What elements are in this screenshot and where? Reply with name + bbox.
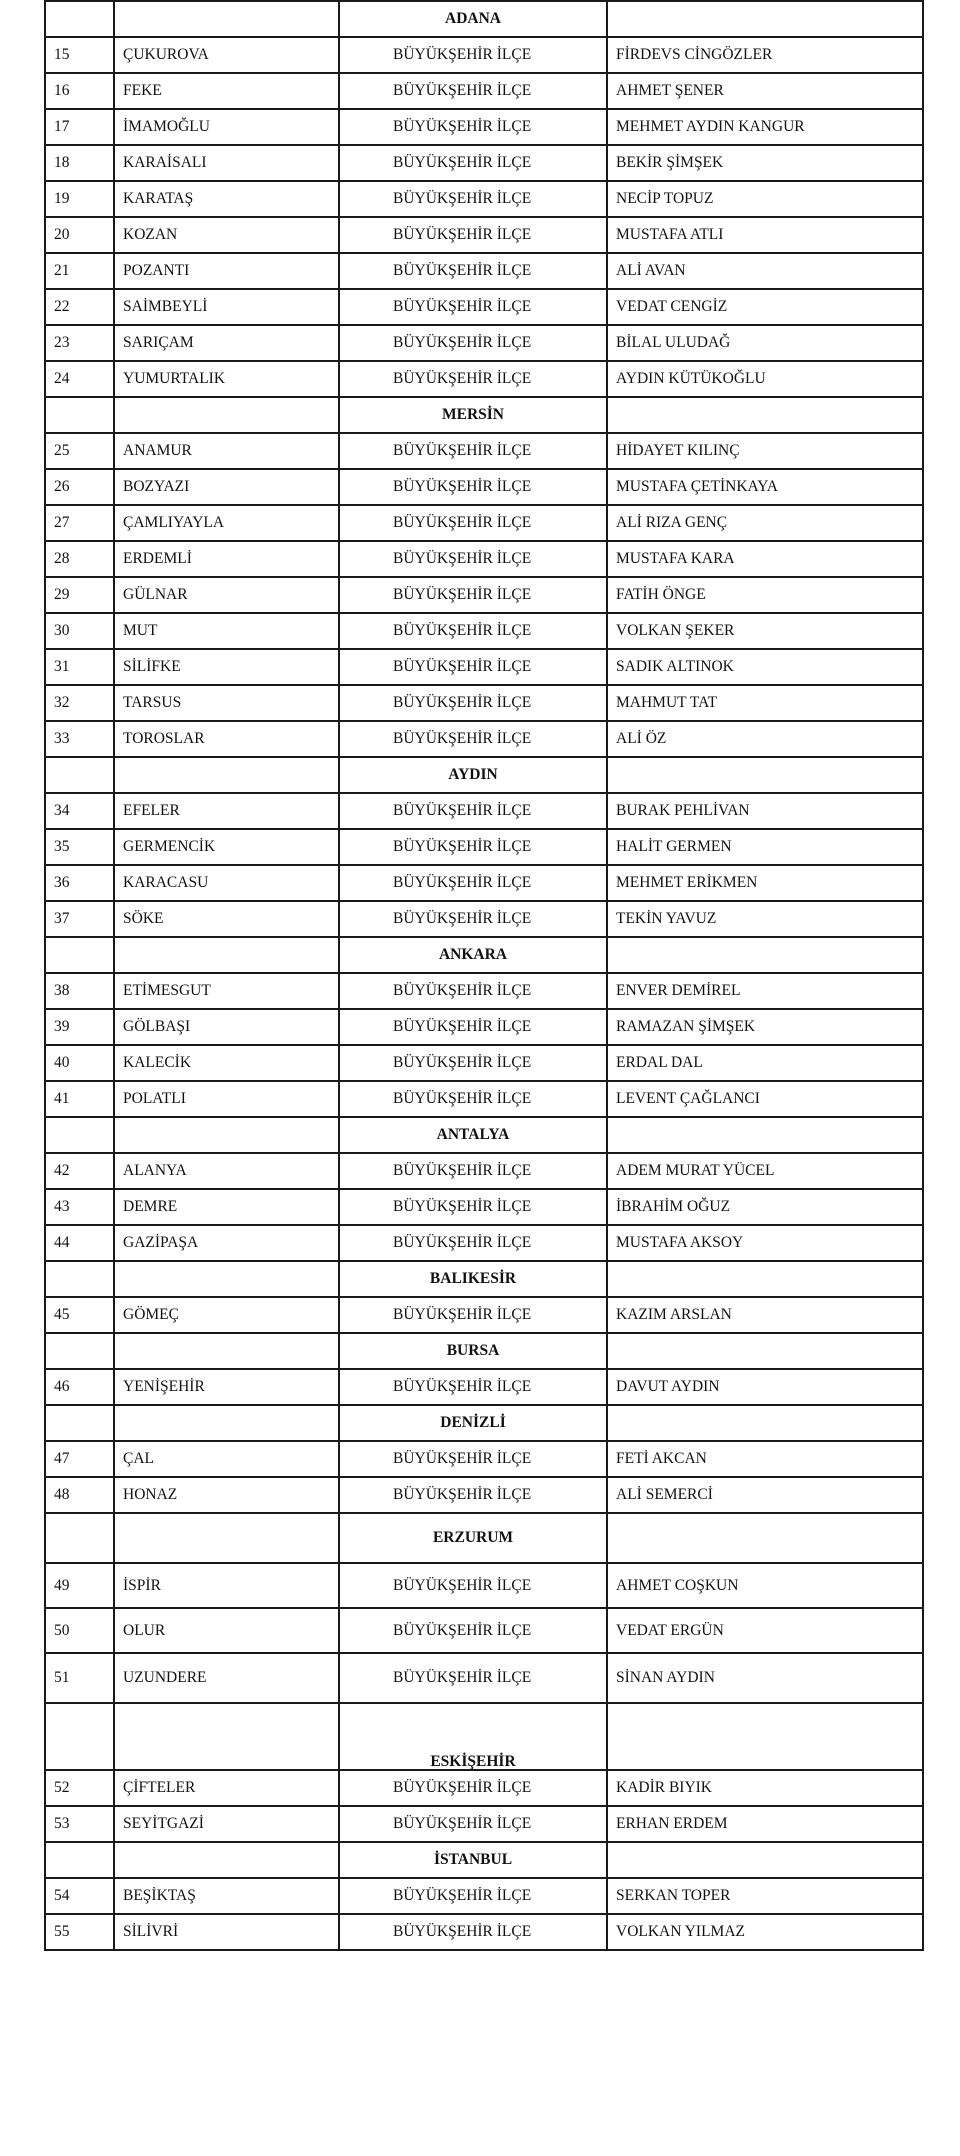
province-header-row bbox=[45, 1405, 923, 1441]
empty-cell bbox=[607, 1703, 923, 1770]
empty-cell bbox=[114, 1, 339, 37]
table-row bbox=[45, 1045, 923, 1081]
row-number: 43 bbox=[45, 1189, 114, 1225]
district-type: BÜYÜKŞEHİR İLÇE bbox=[339, 541, 607, 577]
district-name: İSPİR bbox=[114, 1563, 339, 1608]
district-type: BÜYÜKŞEHİR İLÇE bbox=[339, 1225, 607, 1261]
table-row bbox=[45, 1608, 923, 1653]
empty-cell bbox=[45, 1333, 114, 1369]
province-header-row bbox=[45, 1513, 923, 1563]
empty-cell bbox=[45, 1, 114, 37]
candidate-name: VOLKAN YILMAZ bbox=[607, 1914, 923, 1950]
row-number: 45 bbox=[45, 1297, 114, 1333]
candidate-name: SADIK ALTINOK bbox=[607, 649, 923, 685]
candidate-name: KAZIM ARSLAN bbox=[607, 1297, 923, 1333]
table-row bbox=[45, 1878, 923, 1914]
table-row bbox=[45, 1009, 923, 1045]
row-number: 22 bbox=[45, 289, 114, 325]
candidate-name: ALİ SEMERCİ bbox=[607, 1477, 923, 1513]
candidate-name: ERDAL DAL bbox=[607, 1045, 923, 1081]
district-type: BÜYÜKŞEHİR İLÇE bbox=[339, 649, 607, 685]
row-number: 38 bbox=[45, 973, 114, 1009]
candidate-name: VEDAT CENGİZ bbox=[607, 289, 923, 325]
row-number: 39 bbox=[45, 1009, 114, 1045]
row-number: 29 bbox=[45, 577, 114, 613]
province-header-row bbox=[45, 397, 923, 433]
table-row bbox=[45, 649, 923, 685]
empty-cell bbox=[114, 1513, 339, 1563]
row-number: 24 bbox=[45, 361, 114, 397]
district-type: BÜYÜKŞEHİR İLÇE bbox=[339, 1441, 607, 1477]
district-type: BÜYÜKŞEHİR İLÇE bbox=[339, 1081, 607, 1117]
district-type: BÜYÜKŞEHİR İLÇE bbox=[339, 253, 607, 289]
district-name: ETİMESGUT bbox=[114, 973, 339, 1009]
district-type: BÜYÜKŞEHİR İLÇE bbox=[339, 361, 607, 397]
row-number: 16 bbox=[45, 73, 114, 109]
table-row bbox=[45, 793, 923, 829]
candidate-name: BİLAL ULUDAĞ bbox=[607, 325, 923, 361]
empty-cell bbox=[45, 1117, 114, 1153]
district-type: BÜYÜKŞEHİR İLÇE bbox=[339, 73, 607, 109]
province-name: ERZURUM bbox=[339, 1513, 607, 1563]
empty-cell bbox=[607, 937, 923, 973]
table-row bbox=[45, 901, 923, 937]
empty-cell bbox=[607, 1261, 923, 1297]
candidate-name: AHMET ŞENER bbox=[607, 73, 923, 109]
candidate-name: DAVUT AYDIN bbox=[607, 1369, 923, 1405]
table-row bbox=[45, 1081, 923, 1117]
row-number: 40 bbox=[45, 1045, 114, 1081]
district-name: SAİMBEYLİ bbox=[114, 289, 339, 325]
candidate-name: RAMAZAN ŞİMŞEK bbox=[607, 1009, 923, 1045]
district-name: KARAİSALI bbox=[114, 145, 339, 181]
district-name: SEYİTGAZİ bbox=[114, 1806, 339, 1842]
district-type: BÜYÜKŞEHİR İLÇE bbox=[339, 433, 607, 469]
candidate-name: HALİT GERMEN bbox=[607, 829, 923, 865]
empty-cell bbox=[114, 1842, 339, 1878]
district-type: BÜYÜKŞEHİR İLÇE bbox=[339, 1653, 607, 1703]
candidate-name: ADEM MURAT YÜCEL bbox=[607, 1153, 923, 1189]
district-type: BÜYÜKŞEHİR İLÇE bbox=[339, 109, 607, 145]
table-row bbox=[45, 73, 923, 109]
district-type: BÜYÜKŞEHİR İLÇE bbox=[339, 685, 607, 721]
district-type: BÜYÜKŞEHİR İLÇE bbox=[339, 1189, 607, 1225]
district-type: BÜYÜKŞEHİR İLÇE bbox=[339, 973, 607, 1009]
table-row bbox=[45, 1653, 923, 1703]
district-type: BÜYÜKŞEHİR İLÇE bbox=[339, 1914, 607, 1950]
empty-cell bbox=[114, 1261, 339, 1297]
row-number: 21 bbox=[45, 253, 114, 289]
table-row bbox=[45, 1225, 923, 1261]
candidate-name: AYDIN KÜTÜKOĞLU bbox=[607, 361, 923, 397]
district-name: EFELER bbox=[114, 793, 339, 829]
district-type: BÜYÜKŞEHİR İLÇE bbox=[339, 577, 607, 613]
district-name: ÇAMLIYAYLA bbox=[114, 505, 339, 541]
empty-cell bbox=[45, 1842, 114, 1878]
row-number: 23 bbox=[45, 325, 114, 361]
row-number: 42 bbox=[45, 1153, 114, 1189]
province-header-row bbox=[45, 1117, 923, 1153]
province-header-row bbox=[45, 1261, 923, 1297]
district-name: TOROSLAR bbox=[114, 721, 339, 757]
table-row bbox=[45, 181, 923, 217]
candidate-table-body bbox=[45, 1, 923, 1950]
candidate-name: SİNAN AYDIN bbox=[607, 1653, 923, 1703]
row-number: 27 bbox=[45, 505, 114, 541]
table-row bbox=[45, 1770, 923, 1806]
province-name: MERSİN bbox=[339, 397, 607, 433]
empty-cell bbox=[45, 397, 114, 433]
province-header-row bbox=[45, 1703, 923, 1770]
province-name: ANKARA bbox=[339, 937, 607, 973]
province-name: ANTALYA bbox=[339, 1117, 607, 1153]
table-row bbox=[45, 361, 923, 397]
table-row bbox=[45, 325, 923, 361]
row-number: 52 bbox=[45, 1770, 114, 1806]
table-row bbox=[45, 289, 923, 325]
district-type: BÜYÜKŞEHİR İLÇE bbox=[339, 901, 607, 937]
candidate-name: HİDAYET KILINÇ bbox=[607, 433, 923, 469]
district-name: OLUR bbox=[114, 1608, 339, 1653]
row-number: 20 bbox=[45, 217, 114, 253]
row-number: 26 bbox=[45, 469, 114, 505]
row-number: 46 bbox=[45, 1369, 114, 1405]
empty-cell bbox=[607, 1405, 923, 1441]
candidate-name: LEVENT ÇAĞLANCI bbox=[607, 1081, 923, 1117]
table-row bbox=[45, 829, 923, 865]
table-row bbox=[45, 577, 923, 613]
district-type: BÜYÜKŞEHİR İLÇE bbox=[339, 721, 607, 757]
province-name: ADANA bbox=[339, 1, 607, 37]
table-row bbox=[45, 109, 923, 145]
province-header-row bbox=[45, 1, 923, 37]
district-type: BÜYÜKŞEHİR İLÇE bbox=[339, 1477, 607, 1513]
empty-cell bbox=[607, 1333, 923, 1369]
row-number: 18 bbox=[45, 145, 114, 181]
district-name: ÇİFTELER bbox=[114, 1770, 339, 1806]
empty-cell bbox=[607, 397, 923, 433]
empty-cell bbox=[114, 937, 339, 973]
table-row bbox=[45, 433, 923, 469]
table-row bbox=[45, 1441, 923, 1477]
district-name: GÜLNAR bbox=[114, 577, 339, 613]
row-number: 32 bbox=[45, 685, 114, 721]
row-number: 30 bbox=[45, 613, 114, 649]
district-type: BÜYÜKŞEHİR İLÇE bbox=[339, 1563, 607, 1608]
candidate-name: FETİ AKCAN bbox=[607, 1441, 923, 1477]
district-name: TARSUS bbox=[114, 685, 339, 721]
district-name: SİLİVRİ bbox=[114, 1914, 339, 1950]
district-type: BÜYÜKŞEHİR İLÇE bbox=[339, 613, 607, 649]
district-name: YUMURTALIK bbox=[114, 361, 339, 397]
district-name: POLATLI bbox=[114, 1081, 339, 1117]
empty-cell bbox=[45, 1405, 114, 1441]
district-name: GÖMEÇ bbox=[114, 1297, 339, 1333]
row-number: 54 bbox=[45, 1878, 114, 1914]
candidate-name: MUSTAFA ÇETİNKAYA bbox=[607, 469, 923, 505]
candidate-name: SERKAN TOPER bbox=[607, 1878, 923, 1914]
empty-cell bbox=[45, 937, 114, 973]
table-row bbox=[45, 865, 923, 901]
district-name: KALECİK bbox=[114, 1045, 339, 1081]
district-name: YENİŞEHİR bbox=[114, 1369, 339, 1405]
row-number: 51 bbox=[45, 1653, 114, 1703]
candidate-name: FATİH ÖNGE bbox=[607, 577, 923, 613]
table-row bbox=[45, 145, 923, 181]
table-row bbox=[45, 1369, 923, 1405]
row-number: 44 bbox=[45, 1225, 114, 1261]
province-header-row bbox=[45, 1333, 923, 1369]
district-name: ERDEMLİ bbox=[114, 541, 339, 577]
province-header-row bbox=[45, 757, 923, 793]
candidate-name: VEDAT ERGÜN bbox=[607, 1608, 923, 1653]
candidate-name: MUSTAFA ATLI bbox=[607, 217, 923, 253]
candidate-table bbox=[44, 0, 924, 1951]
district-type: BÜYÜKŞEHİR İLÇE bbox=[339, 289, 607, 325]
district-type: BÜYÜKŞEHİR İLÇE bbox=[339, 1806, 607, 1842]
district-name: GÖLBAŞI bbox=[114, 1009, 339, 1045]
row-number: 15 bbox=[45, 37, 114, 73]
district-type: BÜYÜKŞEHİR İLÇE bbox=[339, 325, 607, 361]
empty-cell bbox=[114, 397, 339, 433]
candidate-name: FİRDEVS CİNGÖZLER bbox=[607, 37, 923, 73]
province-name: İSTANBUL bbox=[339, 1842, 607, 1878]
district-name: SÖKE bbox=[114, 901, 339, 937]
district-type: BÜYÜKŞEHİR İLÇE bbox=[339, 145, 607, 181]
empty-cell bbox=[114, 757, 339, 793]
empty-cell bbox=[607, 757, 923, 793]
empty-cell bbox=[45, 1703, 114, 1770]
district-type: BÜYÜKŞEHİR İLÇE bbox=[339, 505, 607, 541]
district-type: BÜYÜKŞEHİR İLÇE bbox=[339, 1608, 607, 1653]
row-number: 19 bbox=[45, 181, 114, 217]
row-number: 33 bbox=[45, 721, 114, 757]
table-row bbox=[45, 1563, 923, 1608]
candidate-name: MEHMET ERİKMEN bbox=[607, 865, 923, 901]
district-name: KARATAŞ bbox=[114, 181, 339, 217]
row-number: 48 bbox=[45, 1477, 114, 1513]
candidate-name: KADİR BIYIK bbox=[607, 1770, 923, 1806]
row-number: 50 bbox=[45, 1608, 114, 1653]
empty-cell bbox=[607, 1117, 923, 1153]
district-name: HONAZ bbox=[114, 1477, 339, 1513]
table-row bbox=[45, 721, 923, 757]
table-row bbox=[45, 253, 923, 289]
district-name: MUT bbox=[114, 613, 339, 649]
district-name: FEKE bbox=[114, 73, 339, 109]
candidate-name: AHMET COŞKUN bbox=[607, 1563, 923, 1608]
province-name: AYDIN bbox=[339, 757, 607, 793]
empty-cell bbox=[607, 1, 923, 37]
candidate-name: BEKİR ŞİMŞEK bbox=[607, 145, 923, 181]
district-name: DEMRE bbox=[114, 1189, 339, 1225]
province-header-row bbox=[45, 1842, 923, 1878]
district-type: BÜYÜKŞEHİR İLÇE bbox=[339, 1045, 607, 1081]
table-row bbox=[45, 685, 923, 721]
empty-cell bbox=[45, 757, 114, 793]
empty-cell bbox=[607, 1513, 923, 1563]
district-name: GAZİPAŞA bbox=[114, 1225, 339, 1261]
province-name: DENİZLİ bbox=[339, 1405, 607, 1441]
table-row bbox=[45, 1914, 923, 1950]
table-row bbox=[45, 973, 923, 1009]
district-name: KARACASU bbox=[114, 865, 339, 901]
candidate-name: MUSTAFA AKSOY bbox=[607, 1225, 923, 1261]
district-name: BOZYAZI bbox=[114, 469, 339, 505]
candidate-name: MEHMET AYDIN KANGUR bbox=[607, 109, 923, 145]
row-number: 25 bbox=[45, 433, 114, 469]
empty-cell bbox=[114, 1333, 339, 1369]
row-number: 35 bbox=[45, 829, 114, 865]
district-type: BÜYÜKŞEHİR İLÇE bbox=[339, 865, 607, 901]
district-type: BÜYÜKŞEHİR İLÇE bbox=[339, 181, 607, 217]
candidate-name: MUSTAFA KARA bbox=[607, 541, 923, 577]
row-number: 55 bbox=[45, 1914, 114, 1950]
empty-cell bbox=[114, 1405, 339, 1441]
empty-cell bbox=[607, 1842, 923, 1878]
table-row bbox=[45, 505, 923, 541]
district-name: SİLİFKE bbox=[114, 649, 339, 685]
row-number: 41 bbox=[45, 1081, 114, 1117]
district-name: ANAMUR bbox=[114, 433, 339, 469]
table-row bbox=[45, 1806, 923, 1842]
table-row bbox=[45, 1477, 923, 1513]
table-row bbox=[45, 1189, 923, 1225]
candidate-name: ALİ AVAN bbox=[607, 253, 923, 289]
district-type: BÜYÜKŞEHİR İLÇE bbox=[339, 1297, 607, 1333]
table-row bbox=[45, 541, 923, 577]
candidate-name: TEKİN YAVUZ bbox=[607, 901, 923, 937]
district-type: BÜYÜKŞEHİR İLÇE bbox=[339, 1009, 607, 1045]
row-number: 49 bbox=[45, 1563, 114, 1608]
district-type: BÜYÜKŞEHİR İLÇE bbox=[339, 469, 607, 505]
district-type: BÜYÜKŞEHİR İLÇE bbox=[339, 1153, 607, 1189]
candidate-name: ALİ ÖZ bbox=[607, 721, 923, 757]
district-name: ALANYA bbox=[114, 1153, 339, 1189]
candidate-name: ERHAN ERDEM bbox=[607, 1806, 923, 1842]
row-number: 36 bbox=[45, 865, 114, 901]
empty-cell bbox=[45, 1513, 114, 1563]
candidate-name: ENVER DEMİREL bbox=[607, 973, 923, 1009]
district-type: BÜYÜKŞEHİR İLÇE bbox=[339, 1770, 607, 1806]
province-name: BURSA bbox=[339, 1333, 607, 1369]
table-row bbox=[45, 1153, 923, 1189]
table-row bbox=[45, 217, 923, 253]
province-name: ESKİŞEHİR bbox=[339, 1703, 607, 1770]
candidate-name: MAHMUT TAT bbox=[607, 685, 923, 721]
candidate-name: BURAK PEHLİVAN bbox=[607, 793, 923, 829]
province-name: BALIKESİR bbox=[339, 1261, 607, 1297]
empty-cell bbox=[45, 1261, 114, 1297]
row-number: 47 bbox=[45, 1441, 114, 1477]
row-number: 31 bbox=[45, 649, 114, 685]
district-type: BÜYÜKŞEHİR İLÇE bbox=[339, 37, 607, 73]
district-type: BÜYÜKŞEHİR İLÇE bbox=[339, 793, 607, 829]
district-name: BEŞİKTAŞ bbox=[114, 1878, 339, 1914]
district-name: POZANTI bbox=[114, 253, 339, 289]
row-number: 37 bbox=[45, 901, 114, 937]
row-number: 28 bbox=[45, 541, 114, 577]
district-name: GERMENCİK bbox=[114, 829, 339, 865]
row-number: 53 bbox=[45, 1806, 114, 1842]
row-number: 34 bbox=[45, 793, 114, 829]
district-type: BÜYÜKŞEHİR İLÇE bbox=[339, 1878, 607, 1914]
table-row bbox=[45, 469, 923, 505]
district-type: BÜYÜKŞEHİR İLÇE bbox=[339, 829, 607, 865]
district-type: BÜYÜKŞEHİR İLÇE bbox=[339, 1369, 607, 1405]
district-name: UZUNDERE bbox=[114, 1653, 339, 1703]
candidate-name: VOLKAN ŞEKER bbox=[607, 613, 923, 649]
empty-cell bbox=[114, 1703, 339, 1770]
candidate-name: ALİ RIZA GENÇ bbox=[607, 505, 923, 541]
row-number: 17 bbox=[45, 109, 114, 145]
district-name: ÇUKUROVA bbox=[114, 37, 339, 73]
empty-cell bbox=[114, 1117, 339, 1153]
candidate-name: İBRAHİM OĞUZ bbox=[607, 1189, 923, 1225]
table-row bbox=[45, 1297, 923, 1333]
table-row bbox=[45, 613, 923, 649]
district-name: SARIÇAM bbox=[114, 325, 339, 361]
table-row bbox=[45, 37, 923, 73]
province-header-row bbox=[45, 937, 923, 973]
district-name: KOZAN bbox=[114, 217, 339, 253]
district-name: İMAMOĞLU bbox=[114, 109, 339, 145]
candidate-name: NECİP TOPUZ bbox=[607, 181, 923, 217]
district-name: ÇAL bbox=[114, 1441, 339, 1477]
district-type: BÜYÜKŞEHİR İLÇE bbox=[339, 217, 607, 253]
